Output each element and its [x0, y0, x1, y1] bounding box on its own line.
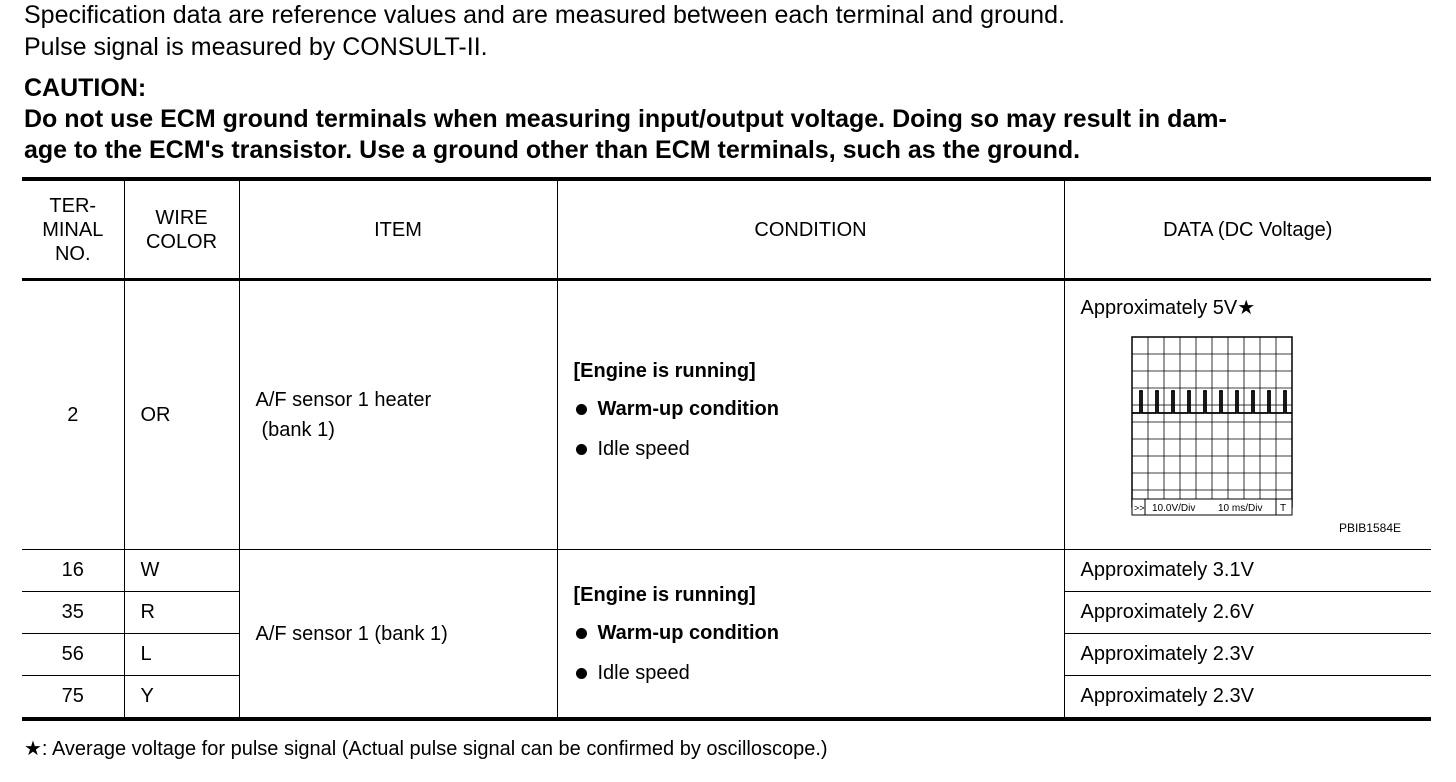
intro-line-1: Specification data are reference values and are measured between each terminal and ground. [24, 1, 1065, 29]
item-cell: A/F sensor 1 heater (bank 1) [239, 280, 557, 550]
terminal-no-cell: 75 [22, 676, 124, 720]
condition-header: [Engine is running] [573, 360, 756, 382]
condition-cell [557, 280, 1064, 550]
caution-label: CAUTION: [24, 74, 147, 102]
terminal-no-cell: 2 [22, 280, 124, 550]
table-row [22, 550, 1431, 592]
header-terminal-no: TER- MINAL NO. [22, 179, 124, 280]
data-cell [1064, 280, 1431, 550]
figure-code: PBIB1584E [1338, 521, 1401, 535]
condition-bullet: Idle speed [574, 429, 1064, 469]
caution-text [24, 104, 1434, 166]
footnote: ★: Average voltage for pulse signal (Actual pulse signal can be confirmed by oscilloscope.) [24, 738, 828, 760]
condition-header: [Engine is running] [573, 583, 756, 606]
wire-color-cell: L [124, 634, 239, 676]
condition-bullet: Warm-up condition [574, 613, 1064, 653]
header-data: DATA (DC Voltage) [1064, 179, 1431, 280]
caution-text-line-2: age to the ECM's transistor. Use a ground other than ECM terminals, such as the ground. [24, 136, 1081, 164]
data-cell: Approximately 2.3V [1064, 634, 1431, 676]
bullet-icon [576, 668, 587, 679]
caution-text-line-1: Do not use ECM ground terminals when measuring input/output voltage. Doing so may result in dam- [24, 105, 1227, 133]
svg-text:T: T [1279, 503, 1286, 514]
condition-bullet: Warm-up condition [574, 389, 1064, 429]
terminal-no-cell: 56 [22, 634, 124, 676]
terminal-no-cell: 16 [22, 550, 124, 592]
header-condition: CONDITION [557, 179, 1064, 280]
svg-text:10.0V/Div: 10.0V/Div [1151, 503, 1195, 514]
wire-color-cell: Y [124, 676, 239, 720]
bullet-icon [576, 404, 587, 415]
data-cell: Approximately 2.6V [1064, 592, 1431, 634]
table-header-row [22, 179, 1431, 280]
item-cell: A/F sensor 1 (bank 1) [239, 550, 557, 720]
oscilloscope-waveform-icon [1128, 333, 1298, 518]
data-cell: Approximately 3.1V [1064, 550, 1431, 592]
terminal-no-cell: 35 [22, 592, 124, 634]
wire-color-cell: R [124, 592, 239, 634]
data-value: Approximately 5V★ [1080, 297, 1256, 319]
header-item: ITEM [239, 179, 557, 280]
condition-bullet: Idle speed [574, 653, 1064, 693]
svg-text:10 ms/Div: 10 ms/Div [1217, 503, 1262, 514]
wire-color-cell: W [124, 550, 239, 592]
header-wire-color: WIRE COLOR [124, 179, 239, 280]
wire-color-cell: OR [124, 280, 239, 550]
intro-line-2: Pulse signal is measured by CONSULT-II. [24, 33, 488, 61]
table-row [22, 280, 1431, 550]
data-cell: Approximately 2.3V [1064, 676, 1431, 720]
bullet-icon [576, 444, 587, 455]
svg-text:>>: >> [1133, 503, 1145, 513]
condition-cell [557, 550, 1064, 720]
terminal-spec-table [22, 177, 1431, 721]
bullet-icon [576, 628, 587, 639]
